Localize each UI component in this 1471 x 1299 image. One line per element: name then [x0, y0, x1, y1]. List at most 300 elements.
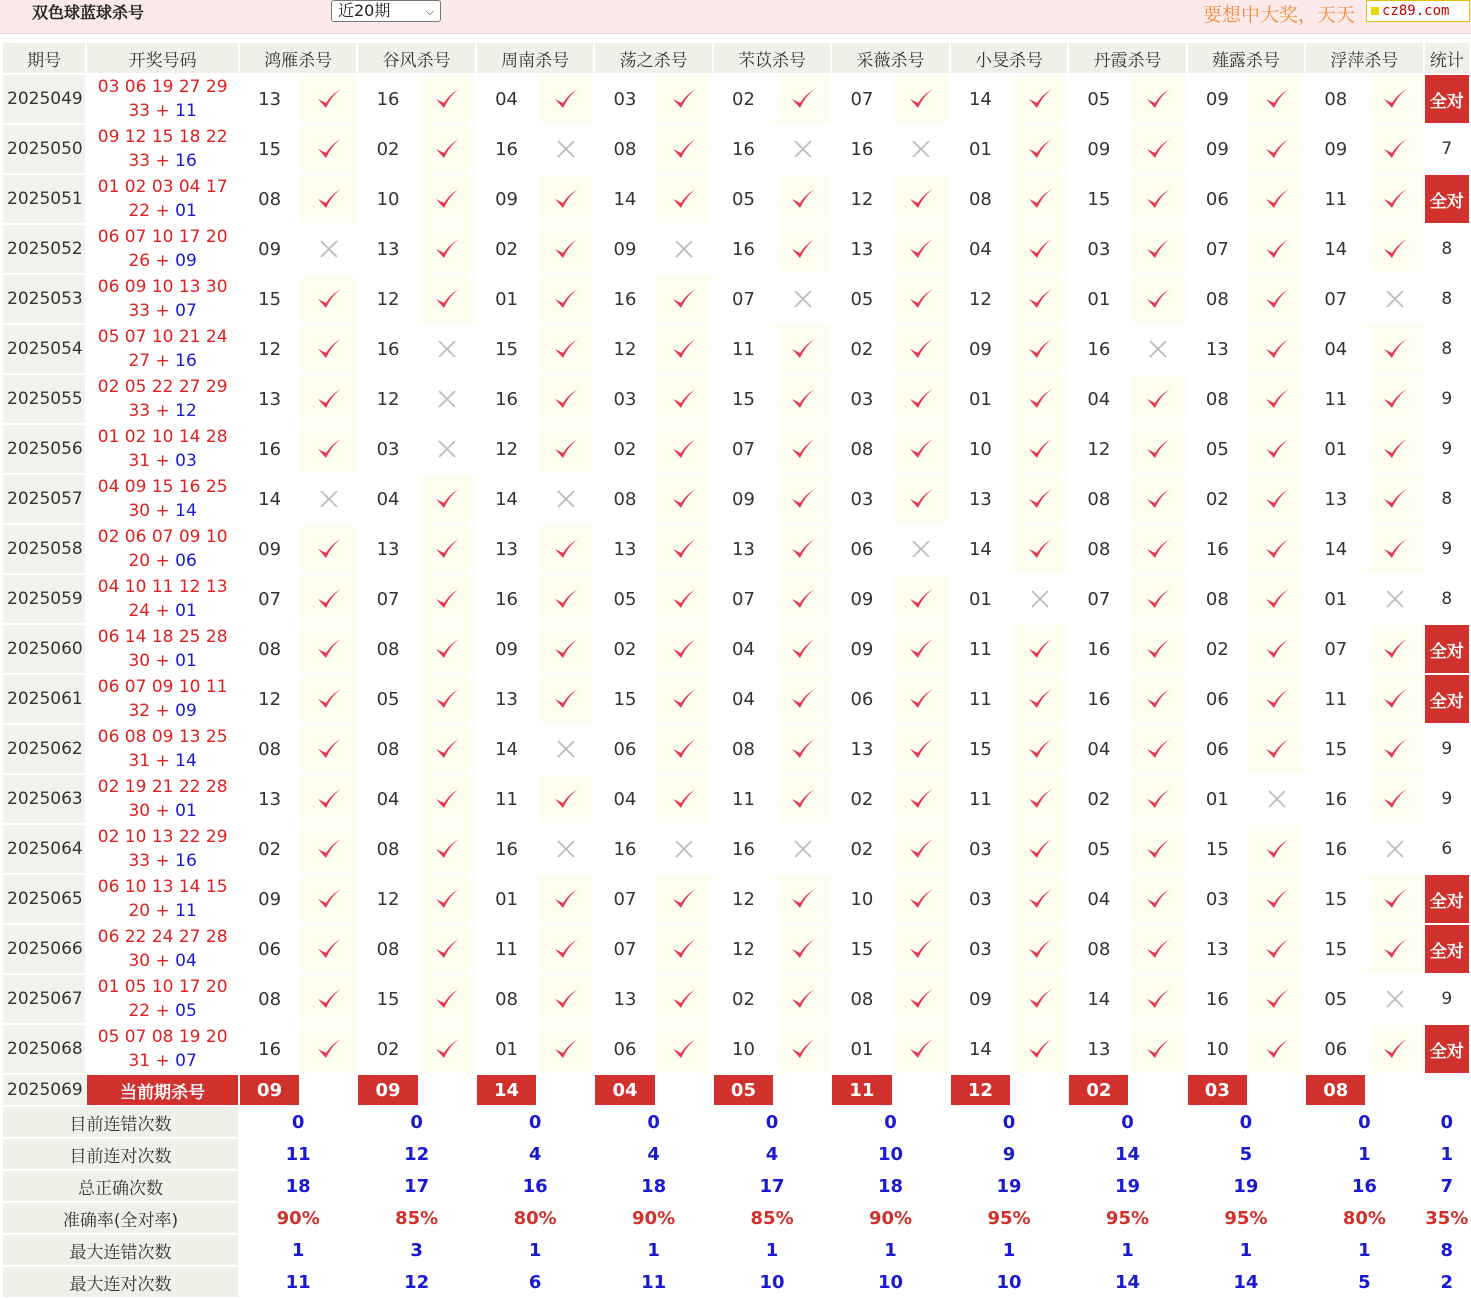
check-icon: [1145, 236, 1171, 262]
check-icon: [1264, 586, 1290, 612]
kill-number: 15: [1305, 924, 1366, 974]
period-select-value: 近20期: [338, 1, 391, 20]
summary-value: 0: [239, 1106, 357, 1138]
summary-value: 12: [357, 1266, 475, 1298]
hit-cell: [656, 274, 713, 324]
hit-cell: [1366, 424, 1423, 474]
check-icon: [908, 286, 934, 312]
table-row: [2, 274, 1470, 324]
check-icon: [1027, 1036, 1053, 1062]
hit-cell: [1366, 624, 1423, 674]
hit-cell: [1248, 474, 1305, 524]
draw-numbers: [86, 774, 239, 824]
hit-cell: [1248, 874, 1305, 924]
hit-cell: [1366, 874, 1423, 924]
hit-cell: [1129, 374, 1186, 424]
kill-number: 07: [713, 274, 774, 324]
hit-cell: [656, 124, 713, 174]
draw-red-line1: 02 05 22 27 29: [97, 377, 228, 397]
summary-row: [2, 1170, 1470, 1202]
check-icon: [553, 1036, 579, 1062]
summary-value: 1: [950, 1234, 1068, 1266]
column-header: 小旻杀号: [950, 42, 1068, 74]
draw-line2: [87, 649, 238, 673]
check-icon: [1145, 536, 1171, 562]
cross-icon: [318, 488, 340, 510]
check-icon: [908, 436, 934, 462]
cross-icon: [1147, 338, 1169, 360]
draw-red-last: 20: [128, 551, 151, 571]
issue-number: 2025053: [2, 274, 86, 324]
check-icon: [1264, 386, 1290, 412]
hit-cell: [537, 324, 594, 374]
check-icon: [434, 686, 460, 712]
check-icon: [790, 936, 816, 962]
kill-number: 09: [476, 174, 537, 224]
check-icon: [1145, 986, 1171, 1012]
kill-number: 01: [476, 874, 537, 924]
draw-red-line1: 05 07 08 19 20: [97, 1027, 228, 1047]
kill-number: 04: [476, 74, 537, 124]
draw-red-line1: 04 09 15 16 25: [97, 477, 228, 497]
hit-cell: [656, 74, 713, 124]
current-kill-number: 14: [476, 1074, 537, 1106]
draw-numbers: [86, 574, 239, 624]
check-icon: [908, 186, 934, 212]
draw-numbers: [86, 524, 239, 574]
kill-number: 12: [239, 324, 300, 374]
hit-cell: [300, 124, 357, 174]
check-icon: [1145, 836, 1171, 862]
draw-red-line1: 01 05 10 17 20: [97, 977, 228, 997]
hit-cell: [893, 74, 950, 124]
draw-red-line1: 09 12 15 18 22: [97, 127, 228, 147]
miss-cell: [774, 274, 831, 324]
kill-number: 05: [357, 674, 418, 724]
hit-cell: [1011, 474, 1068, 524]
stat-cell: 9: [1424, 524, 1470, 574]
kill-number: 03: [1187, 874, 1248, 924]
hit-cell: [419, 774, 476, 824]
draw-numbers: [86, 174, 239, 224]
current-empty-cell: [656, 1074, 713, 1106]
hit-cell: [774, 674, 831, 724]
kill-number: 08: [1068, 524, 1129, 574]
draw-numbers: [86, 324, 239, 374]
hit-cell: [1129, 124, 1186, 174]
table-row: [2, 374, 1470, 424]
hit-cell: [537, 174, 594, 224]
cross-icon: [555, 838, 577, 860]
hit-cell: [537, 274, 594, 324]
hit-cell: [419, 174, 476, 224]
kill-number: 03: [831, 374, 892, 424]
summary-value: 3: [357, 1234, 475, 1266]
cross-icon: [1266, 788, 1288, 810]
check-icon: [790, 236, 816, 262]
miss-cell: [774, 824, 831, 874]
cross-icon: [555, 138, 577, 160]
hit-cell: [1011, 524, 1068, 574]
hit-cell: [537, 524, 594, 574]
draw-red-last: 30: [128, 951, 151, 971]
kill-number: 04: [357, 474, 418, 524]
hit-cell: [656, 574, 713, 624]
kill-number: 09: [950, 974, 1011, 1024]
hit-cell: [1366, 774, 1423, 824]
kill-number: 11: [476, 924, 537, 974]
kill-number: 13: [476, 524, 537, 574]
hit-cell: [774, 974, 831, 1024]
check-icon: [553, 786, 579, 812]
chevron-down-icon: ⌵: [425, 5, 434, 18]
check-icon: [1027, 636, 1053, 662]
hit-cell: [537, 924, 594, 974]
check-icon: [316, 436, 342, 462]
check-icon: [1027, 786, 1053, 812]
kill-number: 14: [239, 474, 300, 524]
kill-number: 16: [1305, 774, 1366, 824]
summary-row: [2, 1234, 1470, 1266]
hit-cell: [1366, 124, 1423, 174]
check-icon: [1382, 136, 1408, 162]
cross-icon: [555, 738, 577, 760]
draw-red-last: 31: [128, 751, 151, 771]
draw-red-line1: 03 06 19 27 29: [97, 77, 228, 97]
issue-number: 2025052: [2, 224, 86, 274]
draw-plus: +: [150, 701, 176, 721]
kill-number: 15: [1305, 724, 1366, 774]
check-icon: [790, 336, 816, 362]
kill-number: 16: [594, 274, 655, 324]
hit-cell: [656, 624, 713, 674]
hit-cell: [300, 724, 357, 774]
issue-number: 2025064: [2, 824, 86, 874]
check-icon: [671, 136, 697, 162]
check-icon: [671, 336, 697, 362]
check-icon: [671, 736, 697, 762]
draw-blue-ball: 16: [175, 851, 197, 871]
check-icon: [553, 436, 579, 462]
draw-plus: +: [150, 401, 176, 421]
kill-number: 09: [239, 524, 300, 574]
kill-number: 07: [594, 924, 655, 974]
kill-number: 13: [713, 524, 774, 574]
check-icon: [434, 886, 460, 912]
draw-numbers: [86, 874, 239, 924]
check-icon: [434, 636, 460, 662]
kill-number: 07: [594, 874, 655, 924]
hit-cell: [300, 74, 357, 124]
summary-value: 35%: [1424, 1202, 1470, 1234]
summary-value: 10: [950, 1266, 1068, 1298]
check-icon: [316, 136, 342, 162]
hit-cell: [1248, 1024, 1305, 1074]
cross-icon: [673, 238, 695, 260]
check-icon: [671, 686, 697, 712]
check-icon: [434, 186, 460, 212]
cross-icon: [1029, 588, 1051, 610]
summary-label: 准确率(全对率): [2, 1202, 239, 1234]
stat-cell: 8: [1424, 324, 1470, 374]
check-icon: [434, 236, 460, 262]
draw-numbers: [86, 624, 239, 674]
draw-red-last: 30: [128, 801, 151, 821]
kill-number: 01: [950, 124, 1011, 174]
hit-cell: [300, 1024, 357, 1074]
check-icon: [1027, 886, 1053, 912]
check-icon: [434, 586, 460, 612]
hit-cell: [300, 574, 357, 624]
summary-value: 1: [713, 1234, 831, 1266]
current-issue: 2025069: [2, 1074, 86, 1106]
kill-number: 05: [713, 174, 774, 224]
kill-number: 01: [1305, 574, 1366, 624]
check-icon: [553, 886, 579, 912]
draw-line2: [87, 449, 238, 473]
summary-value: 0: [1305, 1106, 1423, 1138]
check-icon: [316, 836, 342, 862]
hit-cell: [1129, 624, 1186, 674]
hit-cell: [1366, 524, 1423, 574]
hit-cell: [1248, 124, 1305, 174]
check-icon: [1382, 536, 1408, 562]
draw-numbers: [86, 424, 239, 474]
draw-red-line1: 06 07 09 10 11: [97, 677, 228, 697]
kill-number: 02: [594, 624, 655, 674]
draw-blue-ball: 01: [175, 201, 197, 221]
draw-plus: +: [150, 851, 176, 871]
kill-number: 08: [1068, 474, 1129, 524]
kill-number: 16: [594, 824, 655, 874]
summary-value: 95%: [1068, 1202, 1186, 1234]
miss-cell: [893, 524, 950, 574]
hit-cell: [1011, 374, 1068, 424]
kill-number: 14: [476, 724, 537, 774]
stat-cell: 全对: [1424, 174, 1470, 224]
kill-number: 14: [950, 74, 1011, 124]
check-icon: [1027, 836, 1053, 862]
draw-blue-ball: 11: [175, 101, 197, 121]
cross-icon: [1384, 288, 1406, 310]
draw-line2: [87, 899, 238, 923]
hit-cell: [656, 1024, 713, 1074]
hit-cell: [1129, 874, 1186, 924]
kill-number: 16: [1068, 324, 1129, 374]
check-icon: [790, 486, 816, 512]
kill-number: 06: [594, 1024, 655, 1074]
hit-cell: [300, 324, 357, 374]
hit-cell: [537, 624, 594, 674]
draw-numbers: [86, 474, 239, 524]
current-kill-number: 03: [1187, 1074, 1248, 1106]
check-icon: [1264, 1036, 1290, 1062]
kill-number: 09: [1187, 124, 1248, 174]
hit-cell: [774, 774, 831, 824]
summary-value: 1: [831, 1234, 949, 1266]
kill-number: 01: [1068, 274, 1129, 324]
hit-cell: [419, 274, 476, 324]
hit-cell: [1011, 974, 1068, 1024]
kill-number: 15: [239, 124, 300, 174]
draw-plus: +: [150, 951, 176, 971]
check-icon: [553, 936, 579, 962]
hit-cell: [419, 1024, 476, 1074]
check-icon: [434, 136, 460, 162]
hit-cell: [537, 224, 594, 274]
draw-red-line1: 05 07 10 21 24: [97, 327, 228, 347]
kill-number: 12: [476, 424, 537, 474]
kill-number: 11: [1305, 374, 1366, 424]
column-header: 谷风杀号: [357, 42, 475, 74]
column-header: 统计: [1424, 42, 1470, 74]
miss-cell: [537, 474, 594, 524]
hit-cell: [1011, 824, 1068, 874]
draw-red-line1: 01 02 03 04 17: [97, 177, 228, 197]
kill-number: 02: [357, 124, 418, 174]
table-row: [2, 724, 1470, 774]
kill-number: 08: [1187, 574, 1248, 624]
period-select[interactable]: [331, 0, 441, 22]
check-icon: [671, 536, 697, 562]
check-icon: [434, 486, 460, 512]
hit-cell: [893, 274, 950, 324]
hit-cell: [300, 524, 357, 574]
site-logo[interactable]: [1366, 0, 1470, 22]
kill-number: 15: [1187, 824, 1248, 874]
hit-cell: [1011, 1024, 1068, 1074]
check-icon: [1264, 986, 1290, 1012]
check-icon: [1382, 736, 1408, 762]
kill-number: 02: [476, 224, 537, 274]
check-icon: [1145, 686, 1171, 712]
hit-cell: [537, 874, 594, 924]
hit-cell: [1248, 324, 1305, 374]
kill-number: 11: [950, 774, 1011, 824]
kill-number: 08: [950, 174, 1011, 224]
column-header: 鸿雁杀号: [239, 42, 357, 74]
kill-number: 03: [594, 74, 655, 124]
check-icon: [908, 386, 934, 412]
kill-number: 02: [1187, 474, 1248, 524]
hit-cell: [1011, 424, 1068, 474]
kill-number: 14: [1068, 974, 1129, 1024]
hit-cell: [300, 974, 357, 1024]
hit-cell: [893, 374, 950, 424]
summary-value: 11: [239, 1266, 357, 1298]
miss-cell: [774, 124, 831, 174]
current-label: 当前期杀号: [86, 1074, 239, 1106]
hit-cell: [656, 974, 713, 1024]
check-icon: [671, 786, 697, 812]
hit-cell: [1248, 224, 1305, 274]
kill-number: 05: [1068, 74, 1129, 124]
current-kill-number: 04: [594, 1074, 655, 1106]
check-icon: [1264, 186, 1290, 212]
kill-number: 09: [1305, 124, 1366, 174]
hit-cell: [1129, 924, 1186, 974]
hit-cell: [1248, 524, 1305, 574]
check-icon: [1145, 786, 1171, 812]
kill-number: 01: [831, 1024, 892, 1074]
hit-cell: [300, 674, 357, 724]
draw-line2: [87, 349, 238, 373]
draw-red-last: 22: [128, 1001, 151, 1021]
kill-number: 11: [1305, 174, 1366, 224]
summary-value: 5: [1305, 1266, 1423, 1298]
summary-value: 1: [239, 1234, 357, 1266]
hit-cell: [1366, 174, 1423, 224]
hit-cell: [774, 424, 831, 474]
draw-blue-ball: 16: [175, 351, 197, 371]
hit-cell: [300, 424, 357, 474]
column-header: 芣苡杀号: [713, 42, 831, 74]
hit-cell: [1011, 774, 1068, 824]
current-kill-number: 12: [950, 1074, 1011, 1106]
hit-cell: [537, 774, 594, 824]
kill-number: 16: [476, 574, 537, 624]
check-icon: [553, 186, 579, 212]
check-icon: [790, 986, 816, 1012]
check-icon: [1264, 536, 1290, 562]
hit-cell: [419, 824, 476, 874]
check-icon: [1027, 186, 1053, 212]
issue-number: 2025055: [2, 374, 86, 424]
table-row: [2, 674, 1470, 724]
kill-number: 11: [713, 324, 774, 374]
miss-cell: [300, 474, 357, 524]
draw-red-last: 24: [128, 601, 151, 621]
stat-cell: 全对: [1424, 874, 1470, 924]
check-icon: [790, 536, 816, 562]
check-icon: [1027, 336, 1053, 362]
check-icon: [1145, 486, 1171, 512]
draw-blue-ball: 07: [175, 301, 197, 321]
hit-cell: [1366, 74, 1423, 124]
hit-cell: [893, 224, 950, 274]
summary-value: 14: [1068, 1266, 1186, 1298]
cross-icon: [555, 488, 577, 510]
column-header: 期号: [2, 42, 86, 74]
draw-blue-ball: 12: [175, 401, 197, 421]
kill-number: 05: [594, 574, 655, 624]
summary-value: 11: [594, 1266, 712, 1298]
check-icon: [316, 536, 342, 562]
hit-cell: [893, 624, 950, 674]
hit-cell: [419, 624, 476, 674]
hit-cell: [1011, 74, 1068, 124]
draw-blue-ball: 04: [175, 951, 197, 971]
draw-numbers: [86, 724, 239, 774]
draw-red-last: 26: [128, 251, 151, 271]
summary-label: 目前连错次数: [2, 1106, 239, 1138]
kill-number: 16: [476, 824, 537, 874]
stat-cell: 9: [1424, 724, 1470, 774]
kill-number: 04: [713, 674, 774, 724]
hit-cell: [300, 624, 357, 674]
check-icon: [553, 236, 579, 262]
hit-cell: [1366, 324, 1423, 374]
page-title: 双色球蓝球杀号: [32, 3, 145, 22]
summary-value: 12: [357, 1138, 475, 1170]
stat-cell: 全对: [1424, 624, 1470, 674]
stat-cell: 9: [1424, 374, 1470, 424]
check-icon: [1027, 986, 1053, 1012]
cross-icon: [910, 138, 932, 160]
kill-number: 08: [1305, 74, 1366, 124]
column-header: 荡之杀号: [594, 42, 712, 74]
table-row: [2, 574, 1470, 624]
